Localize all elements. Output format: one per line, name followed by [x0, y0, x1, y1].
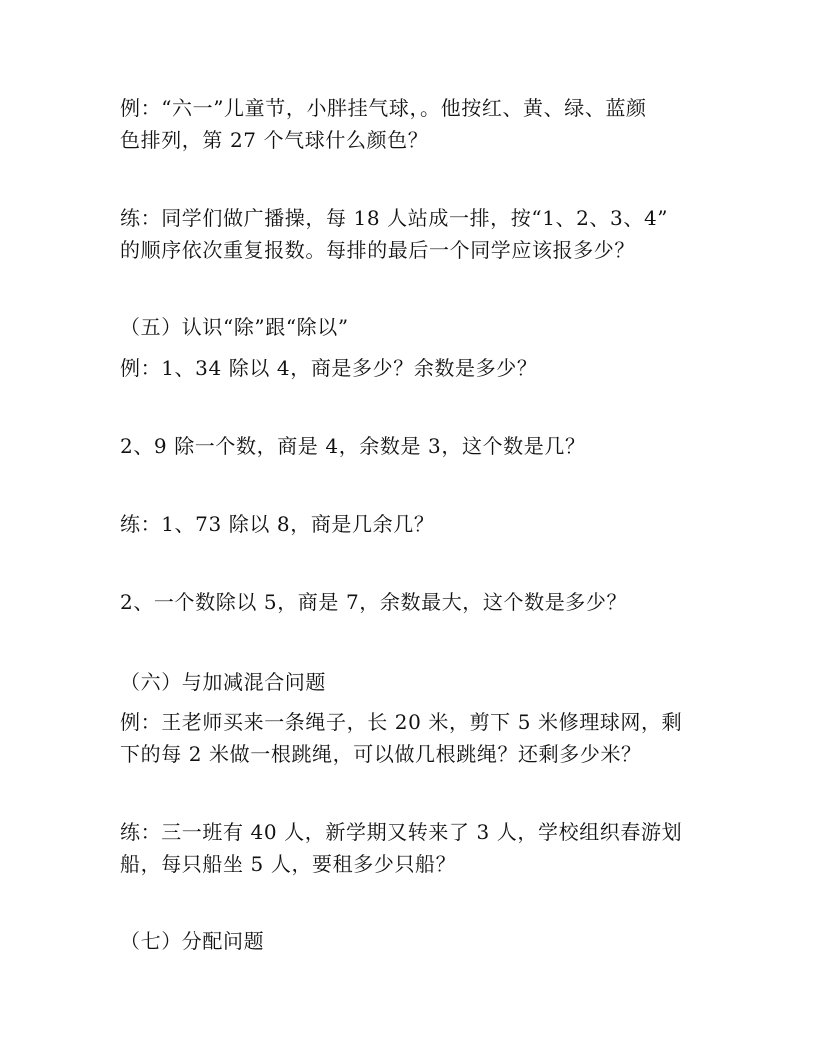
- division-example-2: 2、9 除一个数，商是 4，余数是 3，这个数是几？: [120, 434, 586, 458]
- section-heading-7: （七）分配问题: [120, 929, 265, 953]
- boat-practice-line-1: 练：三一班有 40 人，新学期又转来了 3 人，学校组织春游划: [120, 820, 683, 844]
- balloon-example-line-2: 色排列，第 27 个气球什么颜色？: [120, 128, 429, 152]
- division-practice-1: 练：1、73 除以 8，商是几余几？: [120, 512, 435, 536]
- rope-example-line-2: 下的每 2 米做一根跳绳，可以做几根跳绳？还剩多少米？: [120, 742, 642, 766]
- exercise-practice-line-1: 练：同学们做广播操，每 18 人站成一排，按“1、2、3、4”: [120, 206, 669, 230]
- division-practice-2: 2、一个数除以 5，商是 7，余数最大，这个数是多少？: [120, 590, 628, 614]
- balloon-example-line-1: 例：“六一”儿童节，小胖挂气球，。他按红、黄、绿、蓝颜: [120, 96, 647, 120]
- boat-practice-line-2: 船，每只船坐 5 人，要租多少只船？: [120, 852, 457, 876]
- division-example-1: 例：1、34 除以 4，商是多少？余数是多少？: [120, 356, 538, 380]
- section-heading-5: （五）认识“除”跟“除以”: [120, 315, 349, 339]
- section-heading-6: （六）与加减混合问题: [120, 670, 326, 694]
- rope-example-line-1: 例：王老师买来一条绳子，长 20 米，剪下 5 米修理球网，剩: [120, 710, 683, 734]
- exercise-practice-line-2: 的顺序依次重复报数。每排的最后一个同学应该报多少？: [120, 238, 635, 262]
